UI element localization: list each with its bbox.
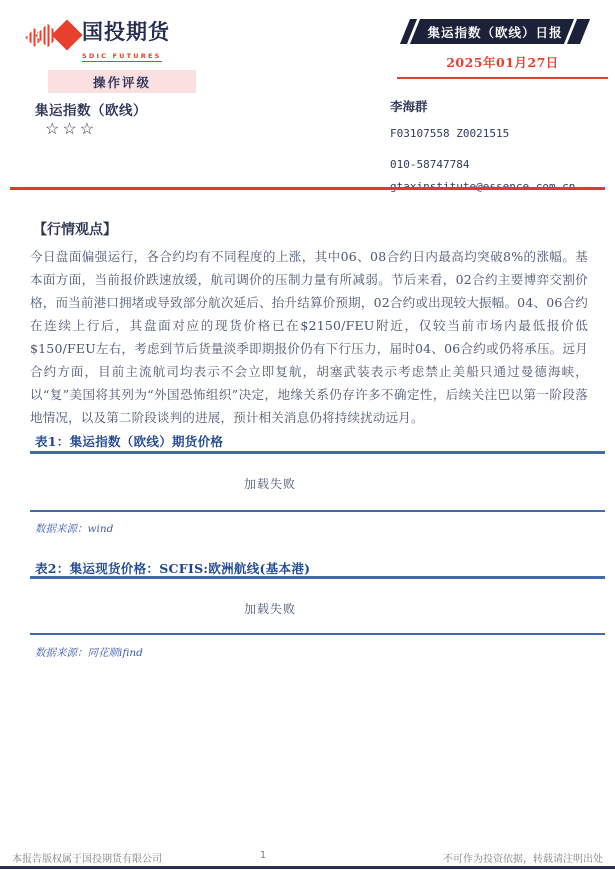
report-date: 2025年01月27日 — [446, 55, 559, 70]
table1-load-failed-text: 加载失败 — [243, 477, 296, 491]
report-title-badge — [399, 19, 591, 44]
table2-load-failed-text: 加载失败 — [243, 602, 296, 616]
table1-top-rule — [30, 451, 605, 454]
analyst-phone: 010-58747784 — [390, 158, 470, 171]
footer-page-number: 1 — [259, 850, 267, 861]
product-name: 集运指数（欧线） — [35, 103, 147, 119]
table2-top-rule — [30, 576, 605, 579]
rating-stars: ☆☆☆ — [45, 119, 98, 138]
table2-bottom-rule — [30, 633, 605, 635]
market-view-heading: 【行情观点】 — [33, 222, 117, 238]
report-date-block — [397, 52, 608, 79]
table1-data-source: 数据来源：wind — [35, 523, 114, 535]
footer-copyright: 本报告版权属于国投期货有限公司 — [12, 854, 162, 865]
red-diamonds-icon — [26, 18, 82, 60]
table1-bottom-rule — [30, 510, 605, 512]
company-name: 国投期货 — [82, 19, 170, 44]
table2-data-source: 数据来源：同花顺ifind — [35, 647, 143, 659]
header-divider — [10, 187, 605, 190]
analyst-block — [390, 97, 575, 193]
table2-title: 表2：集运现货价格：SCFIS:欧洲航线(基本港) — [35, 561, 311, 576]
analyst-license: F03107558 Z0021515 — [390, 127, 510, 140]
footer-disclaimer: 不可作为投资依据，转载请注明出处 — [443, 854, 603, 865]
company-name-en: SDIC FUTURES — [82, 52, 162, 60]
report-title: 集运指数（欧线）日报 — [427, 24, 563, 40]
analyst-name: 李海群 — [390, 99, 428, 114]
market-view-paragraph: 今日盘面偏强运行，各合约均有不同程度的上涨，其中06、08合约日内最高均突破8%的涨幅。基本面方面，当前报价跌速放缓，航司调价的压制力量有所减弱。节后来看，02合约主要博弈交割价格，而当前港口拥堵或导致部分航次延后、抬升结算价预期，02合约或出现较大振幅。04、06合约在连续上行后，其盘面对应的现货价格已在$2150/FEU附近，仅较当前市场内最低报价低$150/FEU左右，考虑到节后货量淡季即期报价仍有下行压力，届时04、06合约或仍将承压。远月合约方面，目前主流航司均表示不会立即复航，胡塞武装表示考虑禁止美船只通过曼德海峡，以“复”美国将其列为“外国恐怖组织”决定，地缘关系仍存许多不确定性，后续关注巴以第一阶段落地情况，以及第二阶段谈判的进展，预计相关消息仍将持续扰动远月。 — [30, 249, 588, 425]
rating-label: 操作评级 — [48, 70, 196, 93]
logo-text — [82, 18, 170, 62]
company-logo — [26, 18, 170, 62]
table1-title: 表1：集运指数（欧线）期货价格 — [35, 434, 224, 449]
footer-rule — [0, 866, 615, 869]
solid-diamond-icon — [51, 19, 82, 50]
